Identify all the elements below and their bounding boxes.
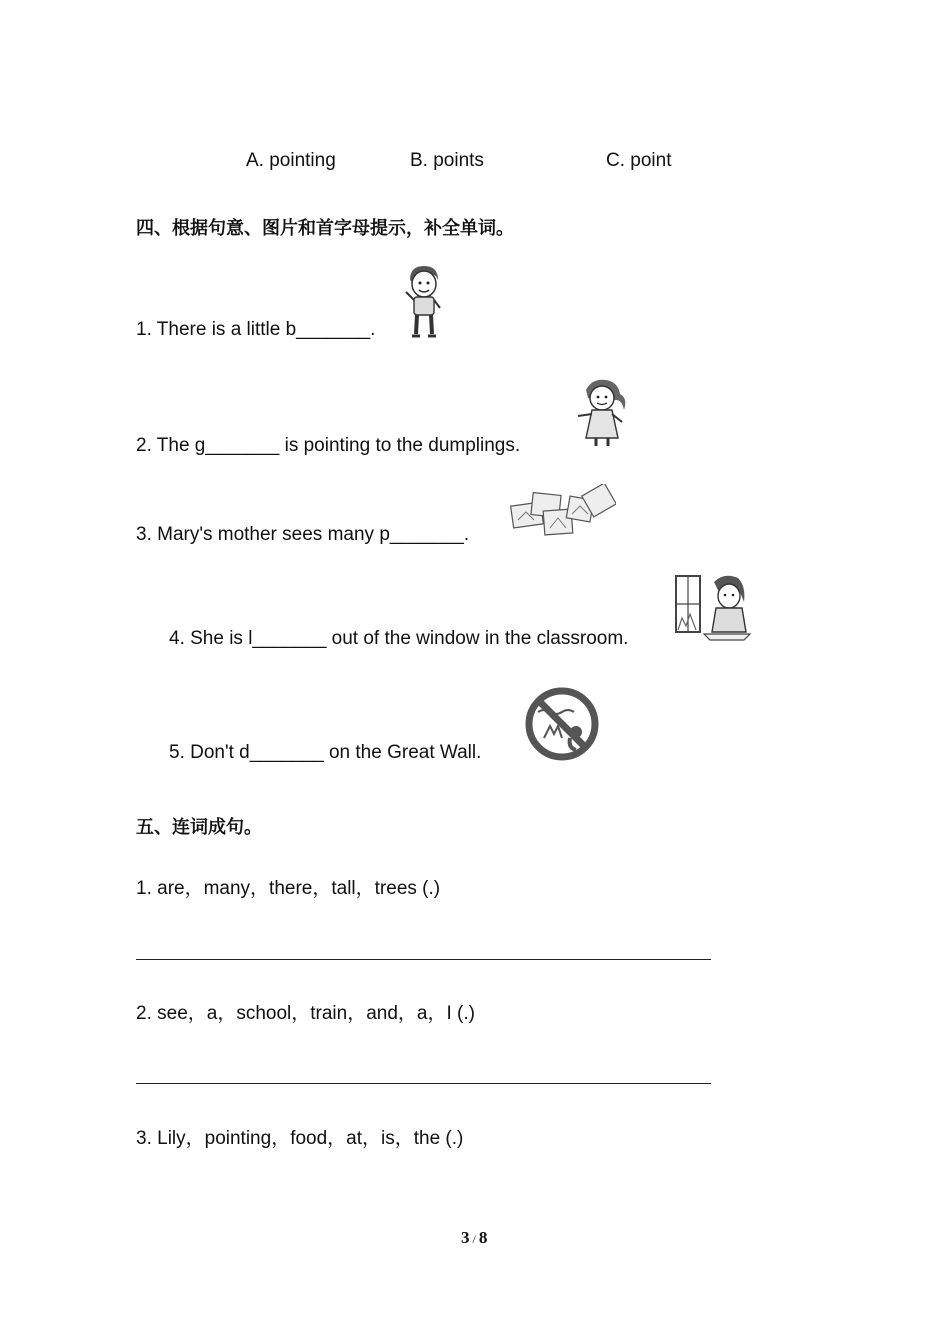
question-5-3: 3. Lily，pointing，food，at，is，the (.) [136,1128,464,1149]
option-c: C. point [606,150,672,171]
current-page: 3 [461,1228,470,1247]
section-4-heading: 四、根据句意、图片和首字母提示，补全单词。 [136,218,514,239]
question-5-2: 2. see，a，school，train，and，a，I (.) [136,1003,475,1024]
answer-line-1 [136,959,711,960]
girl-picture [572,376,634,450]
photos-picture [510,484,616,542]
girl-window-picture [674,572,752,642]
option-b: B. points [410,150,484,171]
question-4-3: 3. Mary's mother sees many p_______. [136,524,470,545]
option-a: A. pointing [246,150,336,171]
answer-line-2 [136,1083,711,1084]
section-5-heading: 五、连词成句。 [136,817,262,838]
total-pages: 8 [478,1228,488,1247]
question-5-1: 1. are，many，there，tall，trees (.) [136,878,441,899]
question-4-2: 2. The g_______ is pointing to the dumplings. [136,435,521,456]
boy-picture [398,262,448,340]
no-drawing-sign [524,686,600,762]
question-4-1: 1. There is a little b_______. [136,319,376,340]
question-4-5: 5. Don't d_______ on the Great Wall. [169,742,482,763]
question-4-4: 4. She is l_______ out of the window in the classroom. [169,628,629,649]
page-number [461,1228,487,1248]
page-separator: / [472,1232,476,1246]
